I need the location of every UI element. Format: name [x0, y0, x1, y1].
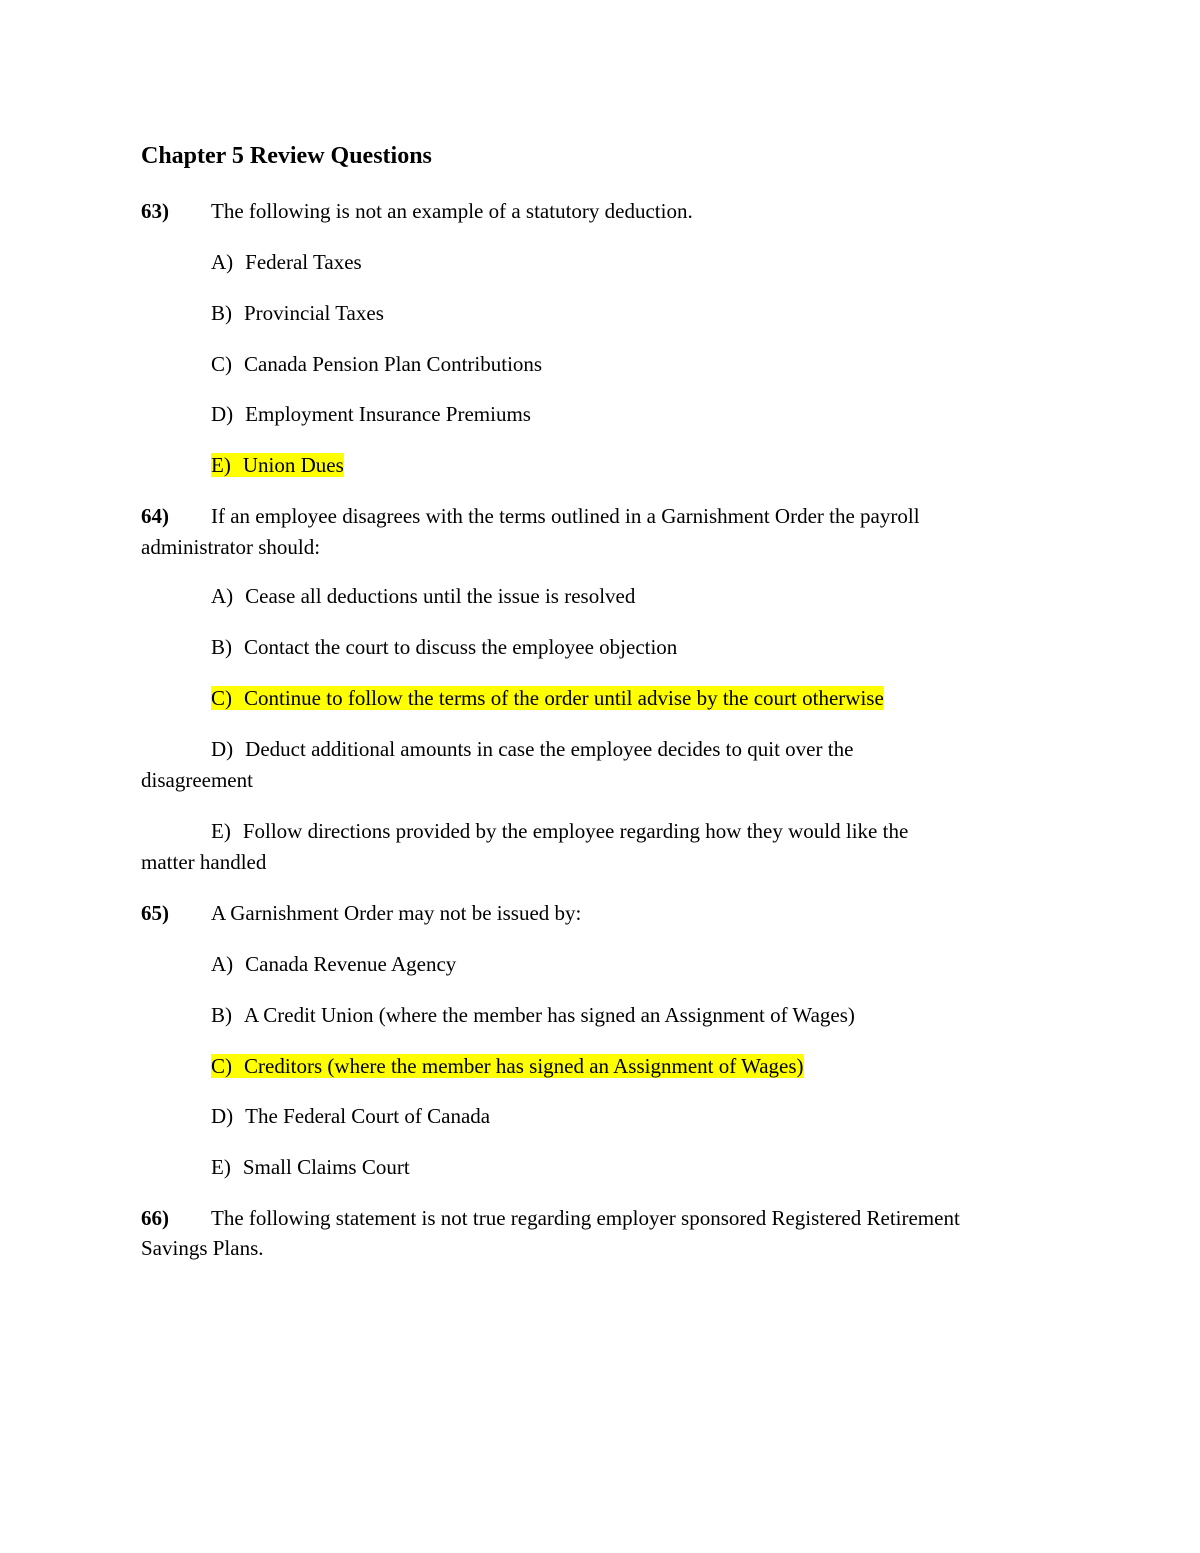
- q64-option-b: [211, 632, 677, 662]
- option-text: Provincial Taxes: [244, 301, 384, 325]
- option-text: Creditors (where the member has signed an Assignment of Wages): [244, 1054, 804, 1078]
- option-letter: C): [211, 352, 232, 376]
- highlighted-answer: [211, 686, 884, 710]
- q63-option-c: [211, 349, 542, 379]
- option-text: Deduct additional amounts in case the employee decides to quit over the: [245, 737, 854, 761]
- q64-option-c-answer: [211, 683, 884, 713]
- option-text: Canada Pension Plan Contributions: [244, 352, 543, 376]
- option-letter: B): [211, 635, 232, 659]
- highlighted-answer: [211, 1054, 804, 1078]
- question-text: A Garnishment Order may not be issued by:: [211, 901, 582, 925]
- q64-option-d: [211, 734, 853, 764]
- option-letter: A): [211, 584, 234, 608]
- option-letter: A): [211, 952, 234, 976]
- option-letter: B): [211, 1003, 232, 1027]
- q63-option-e-answer: [211, 450, 344, 480]
- q65-option-e: [211, 1152, 410, 1182]
- question-number: 66): [141, 1206, 169, 1230]
- question-65: [141, 898, 581, 928]
- question-64: [141, 501, 920, 531]
- option-text: Contact the court to discuss the employee objection: [244, 635, 678, 659]
- question-66: [141, 1203, 960, 1233]
- option-letter: B): [211, 301, 232, 325]
- question-66-continued: Savings Plans.: [141, 1236, 264, 1260]
- option-text: Federal Taxes: [245, 250, 362, 274]
- q65-option-a: [211, 949, 456, 979]
- q64-option-a: [211, 581, 635, 611]
- q65-option-c-answer: [211, 1051, 804, 1081]
- option-letter: D): [211, 737, 234, 761]
- option-letter: E): [211, 819, 231, 843]
- question-text: The following is not an example of a statutory deduction.: [211, 199, 693, 223]
- q64-option-e-continued: matter handled: [141, 850, 267, 874]
- q63-option-b: [211, 298, 384, 328]
- option-text: Cease all deductions until the issue is resolved: [245, 584, 636, 608]
- q64-option-d-continued: disagreement: [141, 768, 253, 792]
- q64-option-e: [211, 816, 908, 846]
- option-text: The Federal Court of Canada: [245, 1104, 491, 1128]
- question-text: The following statement is not true regarding employer sponsored Registered Retirement: [211, 1206, 960, 1230]
- question-number: 63): [141, 199, 169, 223]
- question-number: 65): [141, 901, 169, 925]
- question-number: 64): [141, 504, 169, 528]
- option-text: Continue to follow the terms of the order until advise by the court otherwise: [244, 686, 884, 710]
- question-text: If an employee disagrees with the terms outlined in a Garnishment Order the payroll: [211, 504, 920, 528]
- option-text: Canada Revenue Agency: [245, 952, 457, 976]
- option-letter: C): [211, 1054, 232, 1078]
- q65-option-d: [211, 1101, 490, 1131]
- option-text: Union Dues: [242, 453, 344, 477]
- q63-option-a: [211, 247, 362, 277]
- highlighted-answer: [211, 453, 344, 477]
- question-64-continued: administrator should:: [141, 535, 321, 559]
- page-title: Chapter 5 Review Questions: [141, 143, 432, 169]
- question-63: [141, 196, 693, 226]
- option-letter: C): [211, 686, 232, 710]
- option-letter: D): [211, 402, 234, 426]
- option-letter: E): [211, 453, 231, 477]
- option-letter: E): [211, 1155, 231, 1179]
- option-text: A Credit Union (where the member has signed an Assignment of Wages): [244, 1003, 855, 1027]
- option-text: Employment Insurance Premiums: [245, 402, 531, 426]
- option-letter: D): [211, 1104, 234, 1128]
- q65-option-b: [211, 1000, 855, 1030]
- q63-option-d: [211, 399, 531, 429]
- option-text: Small Claims Court: [242, 1155, 410, 1179]
- option-letter: A): [211, 250, 234, 274]
- option-text: Follow directions provided by the employee regarding how they would like the: [242, 819, 909, 843]
